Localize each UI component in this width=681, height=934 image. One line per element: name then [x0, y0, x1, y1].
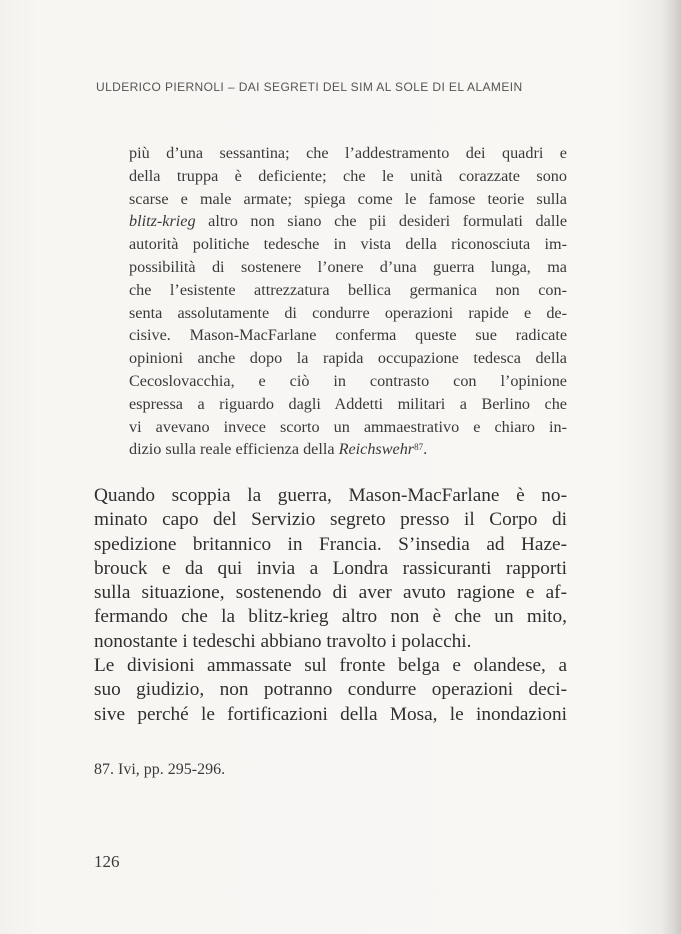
footnote: 87. Ivi, pp. 295-296.: [94, 761, 226, 778]
body-line: suo giudizio, non potranno condurre operazioni deci-: [94, 679, 567, 701]
quote-line: che l’esistente attrezzatura bellica germanica non con-: [129, 280, 567, 299]
quote-line: senta assolutamente di condurre operazioni rapide e de-: [129, 303, 567, 322]
quote-end-punct: .: [423, 440, 428, 459]
quote-line: possibilità di sostenere l’onere d’una guerra lunga, ma: [129, 257, 567, 276]
quote-line: più d’una sessantina; che l’addestramento dei quadri e: [129, 144, 567, 162]
quote-line: Cecoslovacchia, e ciò in contrasto con l’opinione: [129, 371, 567, 390]
quote-line: cisive. Mason-MacFarlane conferma queste sue radicate: [129, 326, 567, 345]
italic-term-blitzkrieg: blitz-krieg: [129, 212, 196, 231]
body-line: sulla situazione, sostenendo di aver avuto ragione e af-: [94, 582, 567, 604]
quote-line: vi avevano invece scorto un ammaestrativo e chiaro in-: [129, 417, 567, 436]
quote-line: [129, 438, 567, 461]
body-line: nonostante i tedeschi abbiano travolto i polacchi.: [94, 630, 472, 652]
italic-term-reichswehr: Reichswehr: [338, 440, 415, 459]
running-head: ULDERICO PIERNOLI – DAI SEGRETI DEL SIM AL SOLE DI EL ALAMEIN: [96, 80, 523, 94]
quote-line: scarse e male armate; spiega come le famose teorie sulla: [129, 189, 567, 208]
body-line: spedizione britannico in Francia. S’insedia ad Haze-: [94, 533, 567, 555]
body-line: Quando scoppia la guerra, Mason-MacFarlane è no-: [94, 485, 567, 506]
body-line: fermando che la blitz-krieg altro non è che un mito,: [94, 606, 567, 628]
page-edge-shadow: [661, 0, 681, 934]
quote-line: opinioni anche dopo la rapida occupazione tedesca della: [129, 349, 567, 368]
body-line: brouck e da qui invia a Londra rassicuranti rapporti: [94, 557, 567, 579]
block-quote: [129, 142, 567, 461]
body-line: sive perché le fortificazioni della Mosa, le inondazioni: [94, 703, 567, 725]
quote-line-text: dizio sulla reale efficienza della: [129, 440, 335, 459]
quote-line: autorità politiche tedesche in vista della riconosciuta im-: [129, 235, 567, 254]
body-line: minato capo del Servizio segreto presso il Corpo di: [94, 509, 567, 531]
page-number: 126: [94, 852, 120, 871]
quote-line-text: altro non siano che pii desideri formulati dalle: [208, 212, 567, 231]
footnote-reference: 87: [414, 442, 424, 453]
quote-line: [129, 210, 567, 233]
body-paragraph: [94, 484, 567, 727]
body-line: Le divisioni ammassate sul fronte belga e olandese, a: [94, 655, 567, 677]
quote-line: della truppa è deficiente; che le unità corazzate sono: [129, 166, 567, 185]
quote-line: espressa a riguardo dagli Addetti militari a Berlino che: [129, 394, 567, 413]
